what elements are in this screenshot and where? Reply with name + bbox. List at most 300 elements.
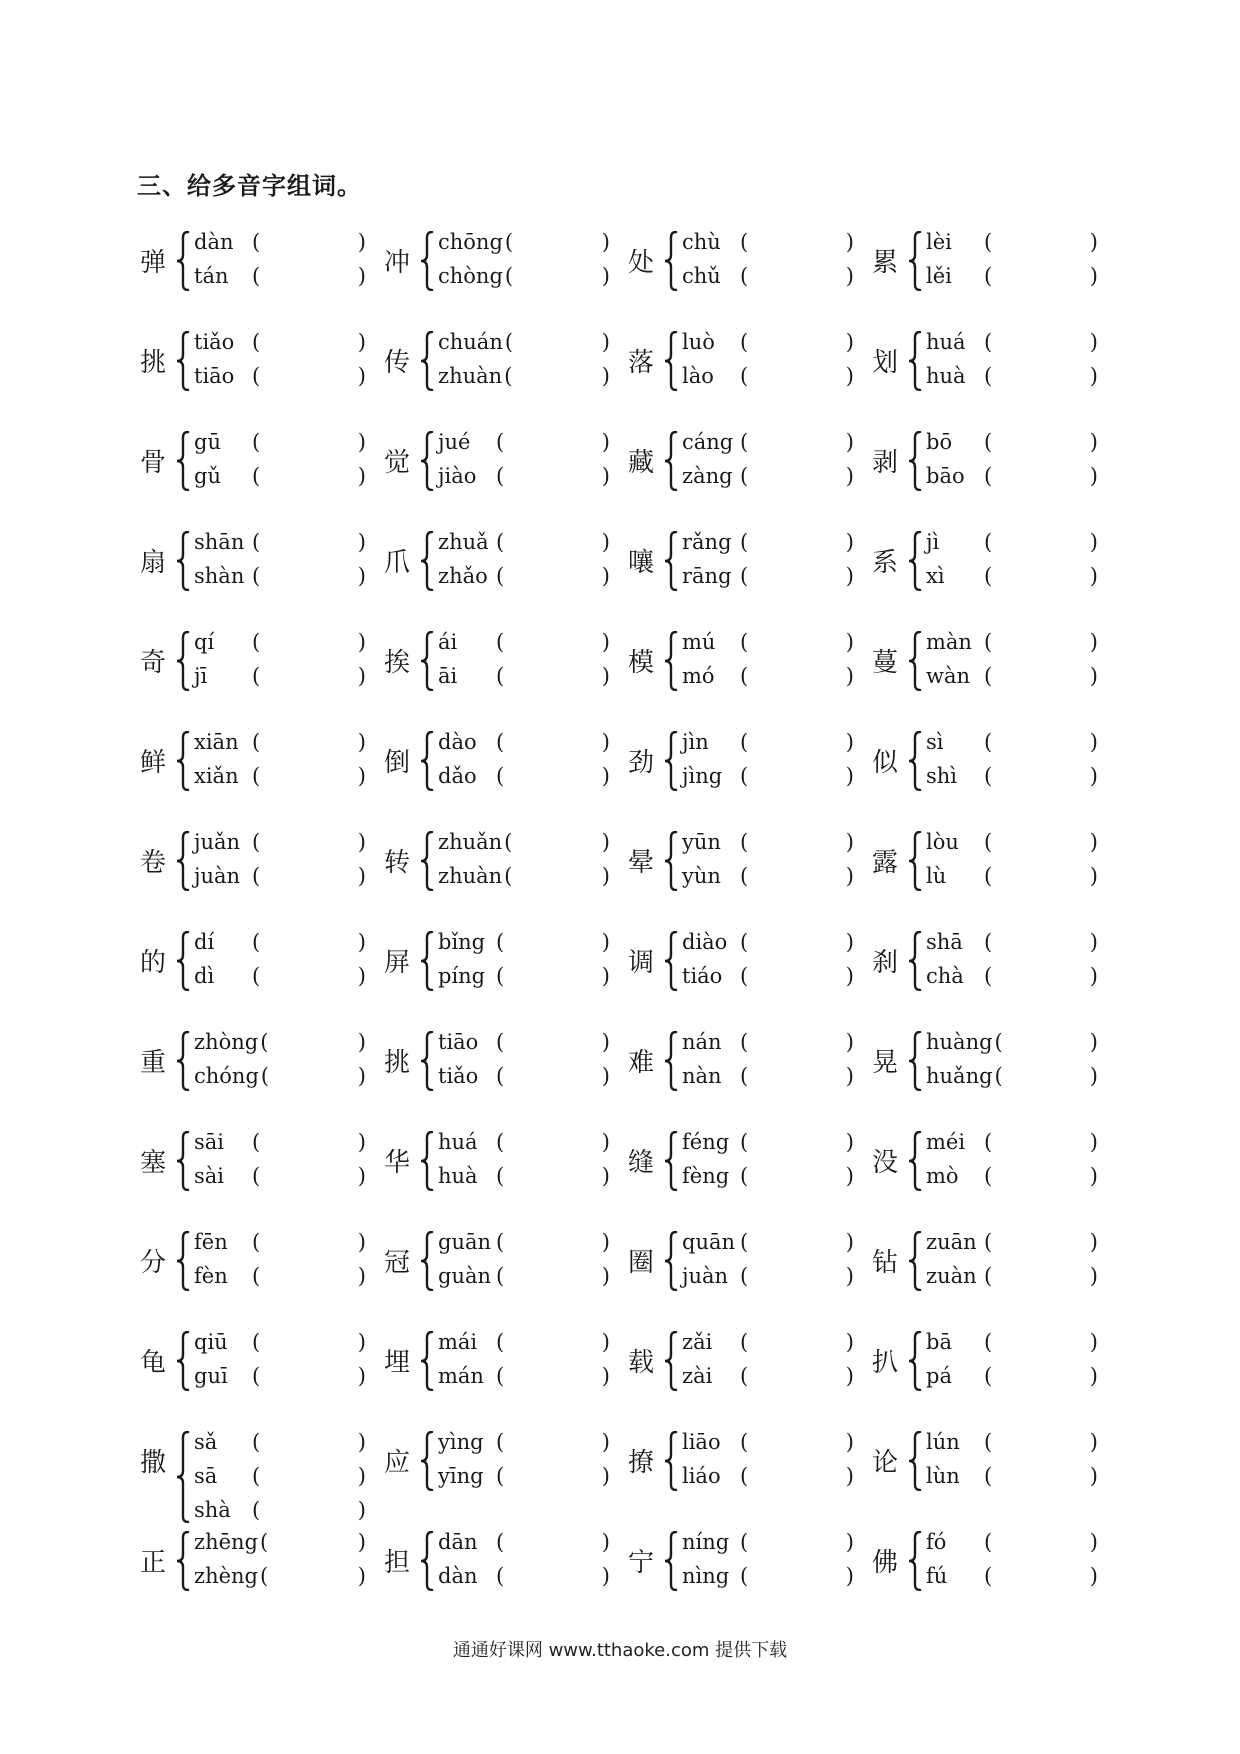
open-paren: ( (740, 564, 749, 588)
reading-list (194, 1025, 370, 1093)
pinyin-label: lún (926, 1430, 960, 1454)
curly-brace-icon (420, 331, 434, 391)
reading-row (194, 725, 370, 759)
reading-row (438, 959, 614, 993)
reading-row (682, 1025, 858, 1059)
reading-row (682, 1159, 858, 1193)
polyphone-character: 系 (871, 547, 898, 578)
pinyin-label: bō (926, 430, 953, 454)
open-paren: ( (984, 864, 993, 888)
close-paren: ) (1089, 330, 1098, 354)
close-paren: ) (357, 1364, 366, 1388)
polyphone-character: 应 (383, 1447, 410, 1478)
close-paren: ) (601, 1330, 610, 1354)
pinyin-label: fó (926, 1530, 947, 1554)
reading-row (194, 659, 370, 693)
open-paren: ( (496, 1364, 505, 1388)
close-paren: ) (601, 1264, 610, 1288)
curly-brace-icon (176, 1531, 190, 1591)
reading-list (926, 725, 1102, 793)
close-paren: ) (601, 1064, 610, 1088)
polyphone-character: 钻 (871, 1247, 898, 1278)
pinyin-label: nàn (682, 1064, 722, 1088)
close-paren: ) (1089, 764, 1098, 788)
open-paren: ( (259, 1564, 269, 1588)
reading-row (682, 1225, 858, 1259)
polyphone-entry (374, 625, 618, 725)
polyphone-entry (862, 1325, 1106, 1425)
pinyin-label: gǔ (194, 464, 221, 488)
polyphone-entry (618, 225, 862, 325)
polyphone-entry (130, 1025, 374, 1125)
reading-row (194, 1493, 370, 1527)
close-paren: ) (1089, 830, 1098, 854)
open-paren: ( (984, 830, 993, 854)
curly-brace-icon (908, 1231, 922, 1291)
open-paren: ( (496, 1530, 505, 1554)
reading-row (438, 1025, 614, 1059)
reading-row (438, 259, 614, 293)
open-paren: ( (984, 1230, 993, 1254)
pinyin-label: lù (926, 864, 947, 888)
curly-brace-icon (420, 1031, 434, 1091)
reading-row (926, 1159, 1102, 1193)
close-paren: ) (1089, 1264, 1098, 1288)
polyphone-grid (130, 225, 1106, 1625)
close-paren: ) (357, 864, 366, 888)
close-paren: ) (1089, 1164, 1098, 1188)
close-paren: ) (845, 1530, 854, 1554)
reading-list (438, 1025, 614, 1093)
reading-row (438, 1559, 614, 1593)
polyphone-character: 难 (627, 1047, 654, 1078)
open-paren: ( (252, 864, 261, 888)
reading-list (438, 925, 614, 993)
open-paren: ( (984, 230, 993, 254)
reading-row (682, 459, 858, 493)
open-paren: ( (496, 1230, 505, 1254)
reading-row (926, 1459, 1102, 1493)
reading-list (194, 425, 370, 493)
pinyin-label: qiū (194, 1330, 228, 1354)
polyphone-character: 转 (383, 847, 410, 878)
polyphone-character: 传 (383, 347, 410, 378)
close-paren: ) (845, 1064, 854, 1088)
curly-brace-icon (908, 831, 922, 891)
open-paren: ( (496, 964, 505, 988)
pinyin-label: shā (926, 930, 963, 954)
reading-list (438, 1225, 614, 1293)
close-paren: ) (845, 364, 854, 388)
open-paren: ( (496, 430, 505, 454)
polyphone-character: 露 (871, 847, 898, 878)
polyphone-entry (130, 1525, 374, 1625)
curly-brace-icon (908, 331, 922, 391)
open-paren: ( (252, 330, 261, 354)
close-paren: ) (601, 530, 610, 554)
polyphone-entry (374, 825, 618, 925)
polyphone-entry (618, 625, 862, 725)
section-title: 三、给多音字组词。 (137, 172, 362, 200)
polyphone-entry (618, 825, 862, 925)
reading-list (438, 1425, 614, 1493)
close-paren: ) (357, 1430, 366, 1454)
open-paren: ( (252, 630, 261, 654)
open-paren: ( (252, 364, 261, 388)
reading-row (194, 1259, 370, 1293)
close-paren: ) (1089, 1530, 1098, 1554)
reading-row (926, 1259, 1102, 1293)
reading-list (926, 1025, 1102, 1093)
pinyin-label: ái (438, 630, 458, 654)
reading-row (926, 425, 1102, 459)
open-paren: ( (740, 730, 749, 754)
close-paren: ) (1089, 1030, 1098, 1054)
close-paren: ) (1089, 1130, 1098, 1154)
pinyin-label: zǎi (682, 1330, 713, 1354)
polyphone-entry (374, 725, 618, 825)
open-paren: ( (740, 430, 749, 454)
polyphone-entry (130, 1325, 374, 1425)
close-paren: ) (1089, 264, 1098, 288)
polyphone-entry (618, 1225, 862, 1325)
open-paren: ( (252, 1164, 261, 1188)
close-paren: ) (845, 1264, 854, 1288)
open-paren: ( (252, 1330, 261, 1354)
close-paren: ) (601, 1164, 610, 1188)
polyphone-character: 弹 (139, 247, 166, 278)
curly-brace-icon (420, 531, 434, 591)
reading-row (682, 759, 858, 793)
reading-row (438, 1525, 614, 1559)
curly-brace-icon (176, 531, 190, 591)
close-paren: ) (601, 1230, 610, 1254)
pinyin-label: píng (438, 964, 486, 988)
reading-list (682, 1525, 858, 1593)
reading-row (926, 225, 1102, 259)
open-paren: ( (740, 1130, 749, 1154)
polyphone-character: 冠 (383, 1247, 410, 1278)
close-paren: ) (601, 730, 610, 754)
pinyin-label: sì (926, 730, 944, 754)
polyphone-character: 正 (139, 1547, 166, 1578)
reading-row (194, 825, 370, 859)
open-paren: ( (252, 530, 261, 554)
open-paren: ( (252, 464, 261, 488)
polyphone-character: 觉 (383, 447, 410, 478)
reading-list (926, 1525, 1102, 1593)
open-paren: ( (496, 1164, 505, 1188)
reading-row (194, 1325, 370, 1359)
pinyin-label: zhǎo (438, 564, 488, 588)
reading-list (682, 825, 858, 893)
polyphone-entry (374, 925, 618, 1025)
open-paren: ( (252, 1230, 261, 1254)
reading-row (682, 1459, 858, 1493)
close-paren: ) (845, 430, 854, 454)
open-paren: ( (740, 1064, 749, 1088)
open-paren: ( (740, 1164, 749, 1188)
pinyin-label: shān (194, 530, 245, 554)
reading-list (682, 325, 858, 393)
pinyin-label: juǎn (194, 830, 241, 854)
open-paren: ( (740, 930, 749, 954)
curly-brace-icon (908, 731, 922, 791)
close-paren: ) (357, 930, 366, 954)
open-paren: ( (496, 530, 505, 554)
close-paren: ) (601, 1564, 610, 1588)
close-paren: ) (357, 1230, 366, 1254)
polyphone-entry (618, 525, 862, 625)
open-paren: ( (984, 1164, 993, 1188)
pinyin-label: huà (438, 1164, 478, 1188)
open-paren: ( (504, 330, 514, 354)
reading-list (926, 1425, 1102, 1493)
curly-brace-icon (420, 931, 434, 991)
polyphone-character: 晕 (627, 847, 654, 878)
pinyin-label: sài (194, 1164, 225, 1188)
reading-list (926, 825, 1102, 893)
open-paren: ( (496, 630, 505, 654)
reading-row (926, 259, 1102, 293)
reading-list (682, 1225, 858, 1293)
reading-row (926, 1059, 1102, 1093)
pinyin-label: màn (926, 630, 972, 654)
close-paren: ) (601, 830, 610, 854)
open-paren: ( (252, 230, 261, 254)
reading-list (926, 1325, 1102, 1393)
reading-row (438, 1459, 614, 1493)
open-paren: ( (252, 764, 261, 788)
curly-brace-icon (420, 1531, 434, 1591)
curly-brace-icon (664, 731, 678, 791)
pinyin-label: shàn (194, 564, 245, 588)
pinyin-label: rāng (682, 564, 732, 588)
open-paren: ( (740, 764, 749, 788)
reading-row (682, 259, 858, 293)
reading-row (682, 1259, 858, 1293)
polyphone-entry (130, 525, 374, 625)
polyphone-entry (618, 1325, 862, 1425)
close-paren: ) (845, 664, 854, 688)
close-paren: ) (845, 1464, 854, 1488)
reading-row (926, 525, 1102, 559)
curly-brace-icon (664, 1431, 678, 1491)
pinyin-label: dǎo (438, 764, 477, 788)
close-paren: ) (1089, 730, 1098, 754)
close-paren: ) (845, 264, 854, 288)
reading-row (926, 859, 1102, 893)
close-paren: ) (1089, 864, 1098, 888)
reading-row (194, 559, 370, 593)
pinyin-label: juàn (682, 1264, 729, 1288)
reading-row (438, 425, 614, 459)
polyphone-character: 刹 (871, 947, 898, 978)
pinyin-label: tán (194, 264, 229, 288)
curly-brace-icon (176, 1331, 190, 1391)
reading-row (438, 359, 614, 393)
pinyin-label: bāo (926, 464, 965, 488)
open-paren: ( (252, 1364, 261, 1388)
reading-row (682, 359, 858, 393)
open-paren: ( (252, 1430, 261, 1454)
pinyin-label: mái (438, 1330, 478, 1354)
reading-row (926, 959, 1102, 993)
close-paren: ) (845, 1564, 854, 1588)
reading-list (194, 1525, 370, 1593)
open-paren: ( (496, 1564, 505, 1588)
close-paren: ) (1089, 464, 1098, 488)
close-paren: ) (845, 530, 854, 554)
pinyin-label: diào (682, 930, 728, 954)
pinyin-label: mó (682, 664, 715, 688)
open-paren: ( (740, 1430, 749, 1454)
pinyin-label: nán (682, 1030, 722, 1054)
close-paren: ) (357, 1264, 366, 1288)
close-paren: ) (601, 430, 610, 454)
polyphone-entry (618, 425, 862, 525)
pinyin-label: fèn (194, 1264, 228, 1288)
polyphone-entry (130, 1425, 374, 1525)
pinyin-label: mán (438, 1364, 484, 1388)
polyphone-entry (862, 1525, 1106, 1625)
close-paren: ) (357, 1130, 366, 1154)
close-paren: ) (601, 564, 610, 588)
polyphone-entry (130, 725, 374, 825)
reading-list (194, 525, 370, 593)
polyphone-character: 调 (627, 947, 654, 978)
reading-row (194, 1059, 370, 1093)
reading-row (194, 225, 370, 259)
close-paren: ) (357, 1530, 366, 1554)
open-paren: ( (984, 730, 993, 754)
open-paren: ( (740, 664, 749, 688)
pinyin-label: juàn (194, 864, 241, 888)
open-paren: ( (984, 1464, 993, 1488)
curly-brace-icon (664, 631, 678, 691)
pinyin-label: tiǎo (194, 330, 235, 354)
pinyin-label: féng (682, 1130, 730, 1154)
reading-row (194, 1525, 370, 1559)
reading-row (926, 1125, 1102, 1159)
reading-list (194, 625, 370, 693)
polyphone-character: 蔓 (871, 647, 898, 678)
open-paren: ( (496, 1130, 505, 1154)
open-paren: ( (740, 1330, 749, 1354)
polyphone-character: 屏 (383, 947, 410, 978)
polyphone-character: 分 (139, 1247, 166, 1278)
pinyin-label: guàn (438, 1264, 492, 1288)
open-paren: ( (496, 730, 505, 754)
polyphone-entry (862, 725, 1106, 825)
pinyin-label: jī (194, 664, 208, 688)
close-paren: ) (1089, 1464, 1098, 1488)
close-paren: ) (357, 730, 366, 754)
curly-brace-icon (420, 1331, 434, 1391)
close-paren: ) (601, 1030, 610, 1054)
pinyin-label: yūn (682, 830, 721, 854)
close-paren: ) (845, 1030, 854, 1054)
reading-row (194, 259, 370, 293)
open-paren: ( (740, 1530, 749, 1554)
curly-brace-icon (420, 1131, 434, 1191)
close-paren: ) (357, 230, 366, 254)
polyphone-entry (618, 1425, 862, 1525)
curly-brace-icon (664, 531, 678, 591)
pinyin-label: yīng (438, 1464, 484, 1488)
pinyin-label: zhēng (194, 1530, 258, 1554)
open-paren: ( (740, 530, 749, 554)
close-paren: ) (1089, 1064, 1098, 1088)
reading-list (194, 1125, 370, 1193)
pinyin-label: chuán (438, 330, 503, 354)
close-paren: ) (845, 930, 854, 954)
reading-row (438, 1125, 614, 1159)
open-paren: ( (740, 1230, 749, 1254)
open-paren: ( (504, 230, 514, 254)
close-paren: ) (357, 530, 366, 554)
close-paren: ) (845, 830, 854, 854)
reading-row (682, 1559, 858, 1593)
reading-row (438, 325, 614, 359)
reading-list (682, 1125, 858, 1193)
polyphone-character: 撩 (627, 1447, 654, 1478)
reading-row (438, 1059, 614, 1093)
pinyin-label: tiáo (682, 964, 723, 988)
pinyin-label: tiǎo (438, 1064, 479, 1088)
reading-row (194, 759, 370, 793)
pinyin-label: fèng (682, 1164, 730, 1188)
close-paren: ) (601, 764, 610, 788)
reading-row (926, 559, 1102, 593)
reading-row (682, 1525, 858, 1559)
open-paren: ( (984, 1130, 993, 1154)
reading-list (194, 925, 370, 993)
reading-row (438, 459, 614, 493)
polyphone-character: 担 (383, 1547, 410, 1578)
reading-list (438, 1525, 614, 1593)
open-paren: ( (496, 464, 505, 488)
pinyin-label: méi (926, 1130, 966, 1154)
polyphone-character: 模 (627, 647, 654, 678)
polyphone-entry (862, 825, 1106, 925)
reading-row (438, 559, 614, 593)
reading-list (682, 925, 858, 993)
open-paren: ( (984, 964, 993, 988)
pinyin-label: lèi (926, 230, 952, 254)
polyphone-character: 挨 (383, 647, 410, 678)
reading-row (682, 425, 858, 459)
open-paren: ( (252, 1264, 261, 1288)
reading-row (926, 1425, 1102, 1459)
close-paren: ) (357, 1464, 366, 1488)
pinyin-label: quān (682, 1230, 736, 1254)
close-paren: ) (1089, 1430, 1098, 1454)
open-paren: ( (252, 564, 261, 588)
close-paren: ) (601, 864, 610, 888)
polyphone-character: 龟 (139, 1347, 166, 1378)
close-paren: ) (1089, 1330, 1098, 1354)
curly-brace-icon (664, 331, 678, 391)
curly-brace-icon (176, 731, 190, 791)
reading-row (682, 925, 858, 959)
close-paren: ) (601, 930, 610, 954)
pinyin-label: liāo (682, 1430, 721, 1454)
open-paren: ( (740, 1564, 749, 1588)
curly-brace-icon (664, 1331, 678, 1391)
close-paren: ) (601, 230, 610, 254)
pinyin-label: zhuàn (438, 864, 503, 888)
